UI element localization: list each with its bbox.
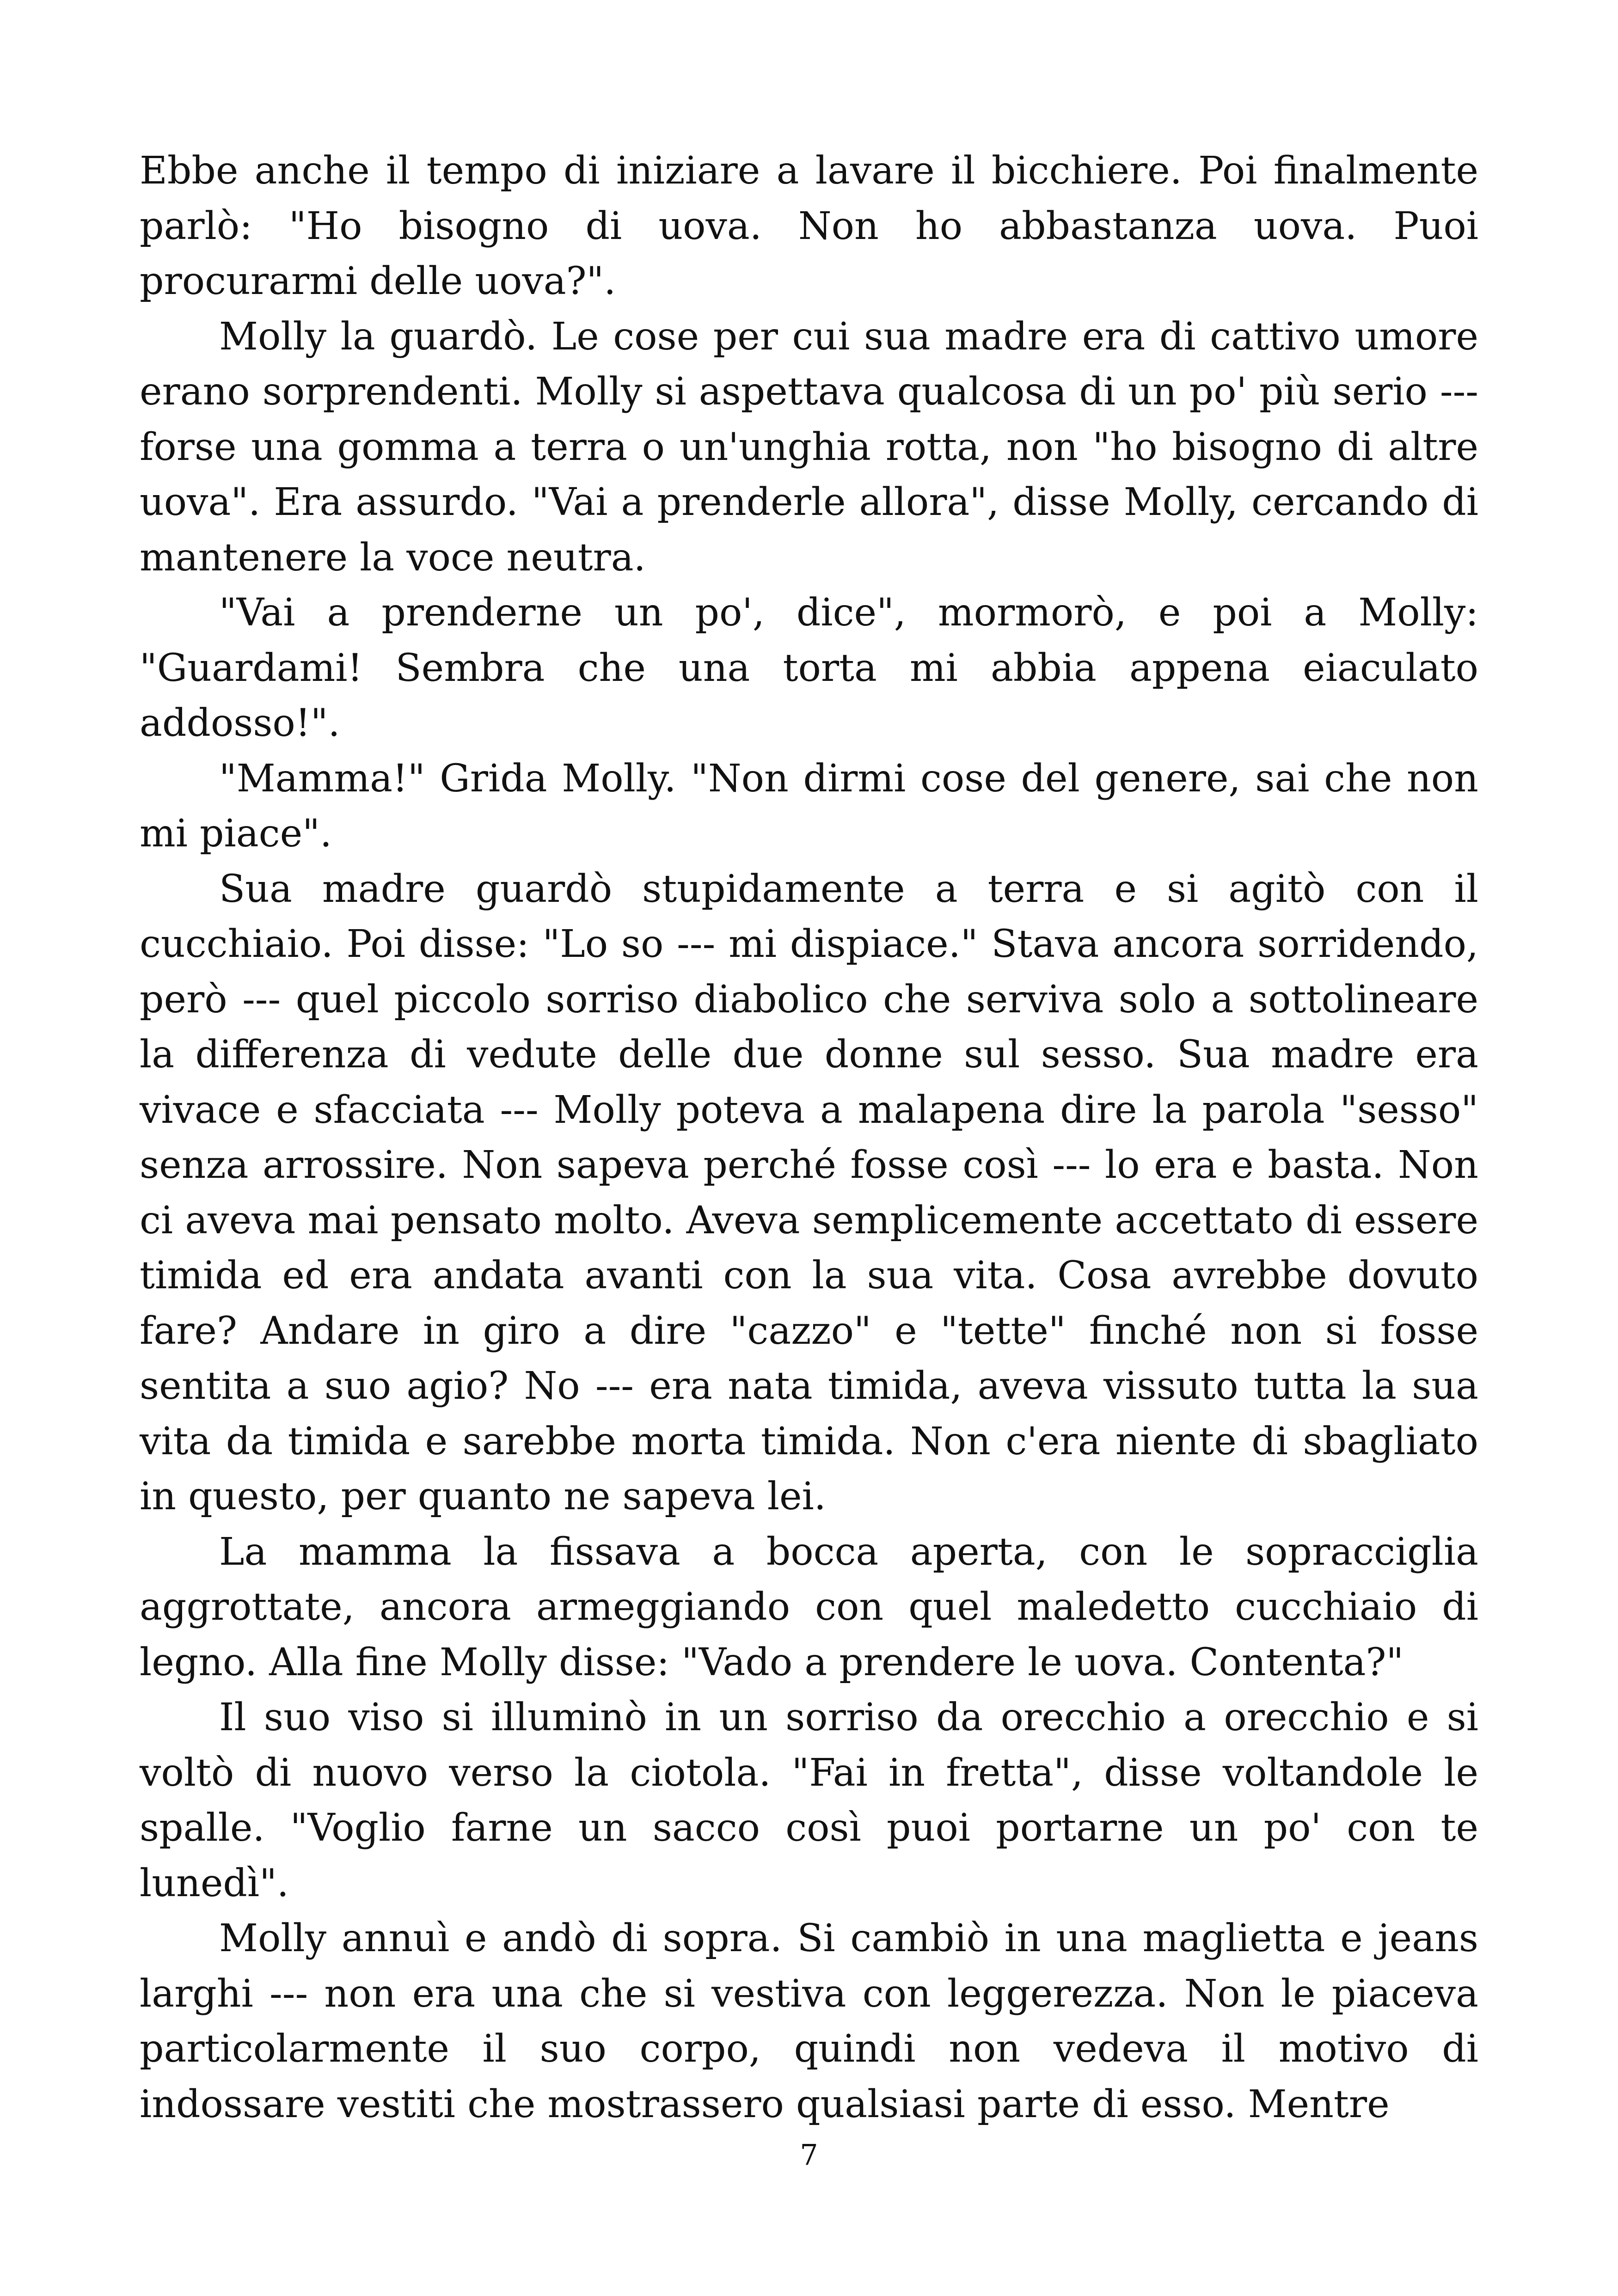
paragraph-4: "Mamma!" Grida Molly. "Non dirmi cose del genere, sai che non mi piace". xyxy=(140,756,1478,856)
page-number: 7 xyxy=(800,2138,818,2172)
paragraph-1: Ebbe anche il tempo di iniziare a lavare il bicchiere. Poi finalmente parlò: "Ho bisogno di uova. Non ho abbastanza uova. Puoi procurarmi delle uova?". xyxy=(140,149,1478,303)
paragraph-3: "Vai a prenderne un po', dice", mormorò, e poi a Molly: "Guardami! Sembra che una torta mi abbia appena eiaculato addosso!". xyxy=(140,591,1478,745)
paragraph-8: Molly annuì e andò di sopra. Si cambiò in una maglietta e jeans larghi --- non era una che si vestiva con leggerezza. Non le piaceva particolarmente il suo corpo, quindi non vedeva il motivo di indossare vestiti che mostrassero qualsiasi parte di esso. Mentre xyxy=(140,1916,1478,2126)
paragraph-7: Il suo viso si illuminò in un sorriso da orecchio a orecchio e si voltò di nuovo verso la ciotola. "Fai in fretta", disse voltandole le spalle. "Voglio farne un sacco così puoi portarne un po' con te lunedì". xyxy=(140,1696,1478,1905)
paragraph-6: La mamma la fissava a bocca aperta, con le sopracciglia aggrottate, ancora armeggiando con quel maledetto cucchiaio di legno. Alla fine Molly disse: "Vado a prendere le uova. Contenta?" xyxy=(140,1530,1478,1684)
paragraph-5: Sua madre guardò stupidamente a terra e si agitò con il cucchiaio. Poi disse: "Lo so --- mi dispiace." Stava ancora sorridendo, però --- quel piccolo sorriso diabolico che serviva solo a sottolineare la differenza di vedute delle due donne sul sesso. Sua madre era vivace e sfacciata --- Molly poteva a malapena dire la parola "sesso" senza arrossire. Non sapeva perché fosse così --- lo era e basta. Non ci aveva mai pensato molto. Aveva semplicemente accettato di essere timida ed era andata avanti con la sua vita. Cosa avrebbe dovuto fare? Andare in giro a dire "cazzo" e "tette" finché non si fosse sentita a suo agio? No --- era nata timida, aveva vissuto tutta la sua vita da timida e sarebbe morta timida. Non c'era niente di sbagliato in questo, per quanto ne sapeva lei. xyxy=(140,867,1478,1518)
body-text xyxy=(140,143,1478,2132)
paragraph-2: Molly la guardò. Le cose per cui sua madre era di cattivo umore erano sorprendenti. Molly si aspettava qualcosa di un po' più serio --- forse una gomma a terra o un'unghia rotta, non "ho bisogno di altre uova". Era assurdo. "Vai a prenderle allora", disse Molly, cercando di mantenere la voce neutra. xyxy=(140,314,1478,580)
